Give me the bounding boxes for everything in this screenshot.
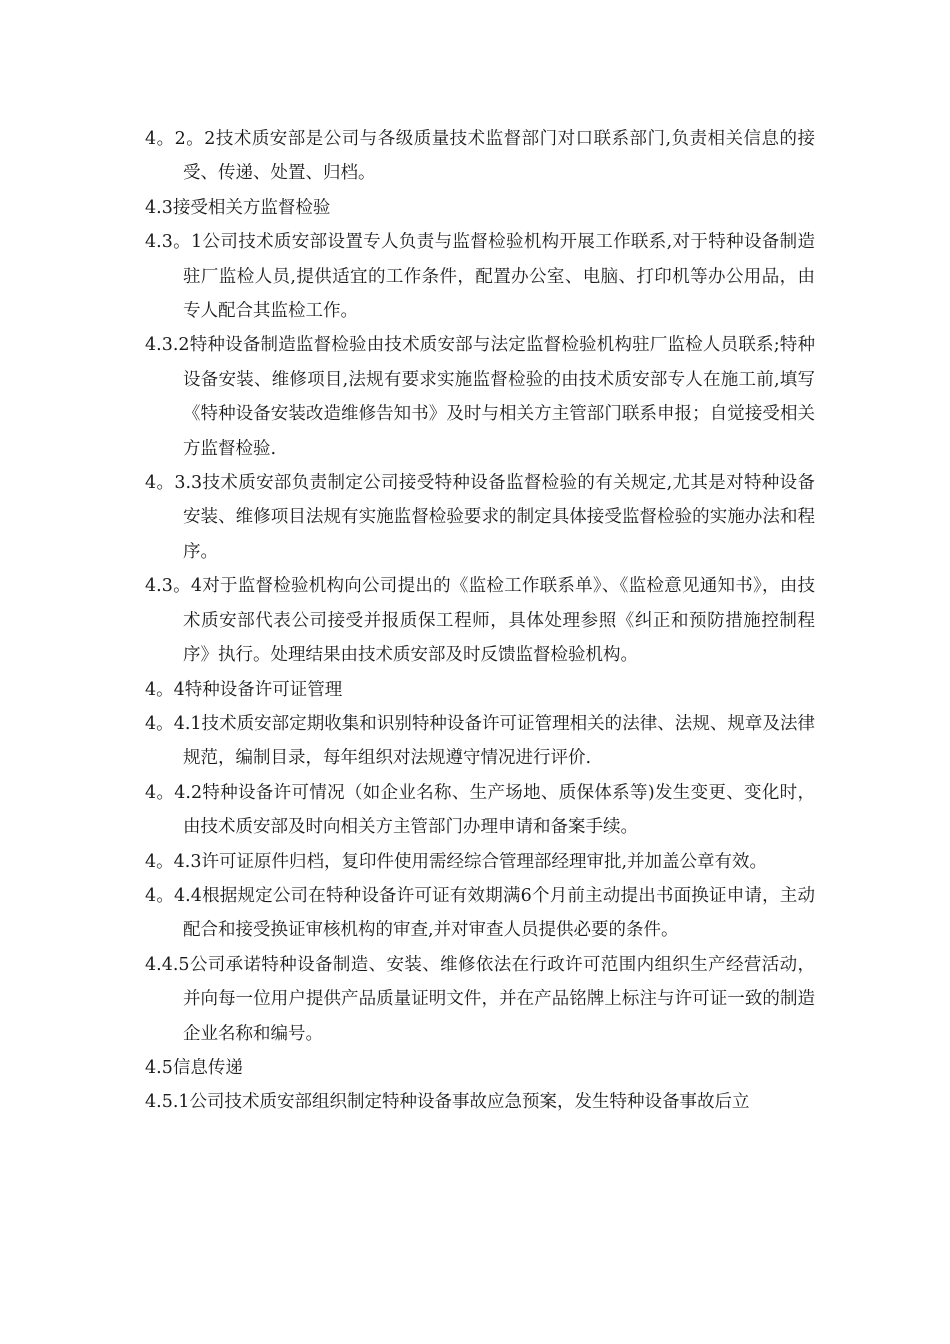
document-body	[145, 122, 815, 1120]
paragraph-4-3-1: 4.3。1公司技术质安部设置专人负责与监督检验机构开展工作联系,对于特种设备制造驻厂监检人员,提供适宜的工作条件，配置办公室、电脑、打印机等办公用品，由专人配合其监检工作。	[145, 232, 815, 322]
paragraph-4-4-4: 4。4.4根据规定公司在特种设备许可证有效期满6个月前主动提出书面换证申请，主动配合和接受换证审核机构的审查,并对审查人员提供必要的条件。	[145, 885, 815, 941]
paragraph-4-4-2: 4。4.2特种设备许可情况（如企业名称、生产场地、质保体系等)发生变更、变化时，由技术质安部及时向相关方主管部门办理申请和备案手续。	[145, 782, 815, 838]
paragraph-4-3-4: 4.3。4对于监督检验机构向公司提出的《监检工作联系单》、《监检意见通知书》，由技术质安部代表公司接受并报质保工程师，具体处理参照《纠正和预防措施控制程序》执行。处理结果由技术质安部及时反馈监督检验机构。	[145, 576, 815, 666]
heading-4-4: 4。4特种设备许可证管理	[145, 679, 343, 700]
paragraph-4-4-5: 4.4.5公司承诺特种设备制造、安装、维修依法在行政许可范围内组织生产经营活动，并向每一位用户提供产品质量证明文件，并在产品铭牌上标注与许可证一致的制造企业名称和编号。	[145, 954, 815, 1044]
paragraph-4-2-2: 4。2。2技术质安部是公司与各级质量技术监督部门对口联系部门,负责相关信息的接受、传递、处置、归档。	[145, 129, 815, 184]
paragraph-4-4-1: 4。4.1技术质安部定期收集和识别特种设备许可证管理相关的法律、法规、规章及法律规范，编制目录，每年组织对法规遵守情况进行评价.	[145, 713, 815, 769]
heading-4-5: 4.5信息传递	[145, 1057, 243, 1078]
paragraph-4-3-2: 4.3.2特种设备制造监督检验由技术质安部与法定监督检验机构驻厂监检人员联系;特种设备安装、维修项目,法规有要求实施监督检验的由技术质安部专人在施工前,填写《特种设备安装改造维修告知书》及时与相关方主管部门联系申报；自觉接受相关方监督检验.	[145, 335, 815, 459]
heading-4-3: 4.3接受相关方监督检验	[145, 197, 331, 218]
paragraph-4-4-3: 4。4.3许可证原件归档，复印件使用需经综合管理部经理审批,并加盖公章有效。	[145, 851, 768, 872]
paragraph-4-5-1: 4.5.1公司技术质安部组织制定特种设备事故应急预案，发生特种设备事故后立	[145, 1092, 750, 1113]
paragraph-4-3-3: 4。3.3技术质安部负责制定公司接受特种设备监督检验的有关规定,尤其是对特种设备安装、维修项目法规有实施监督检验要求的制定具体接受监督检验的实施办法和程序。	[145, 473, 815, 562]
